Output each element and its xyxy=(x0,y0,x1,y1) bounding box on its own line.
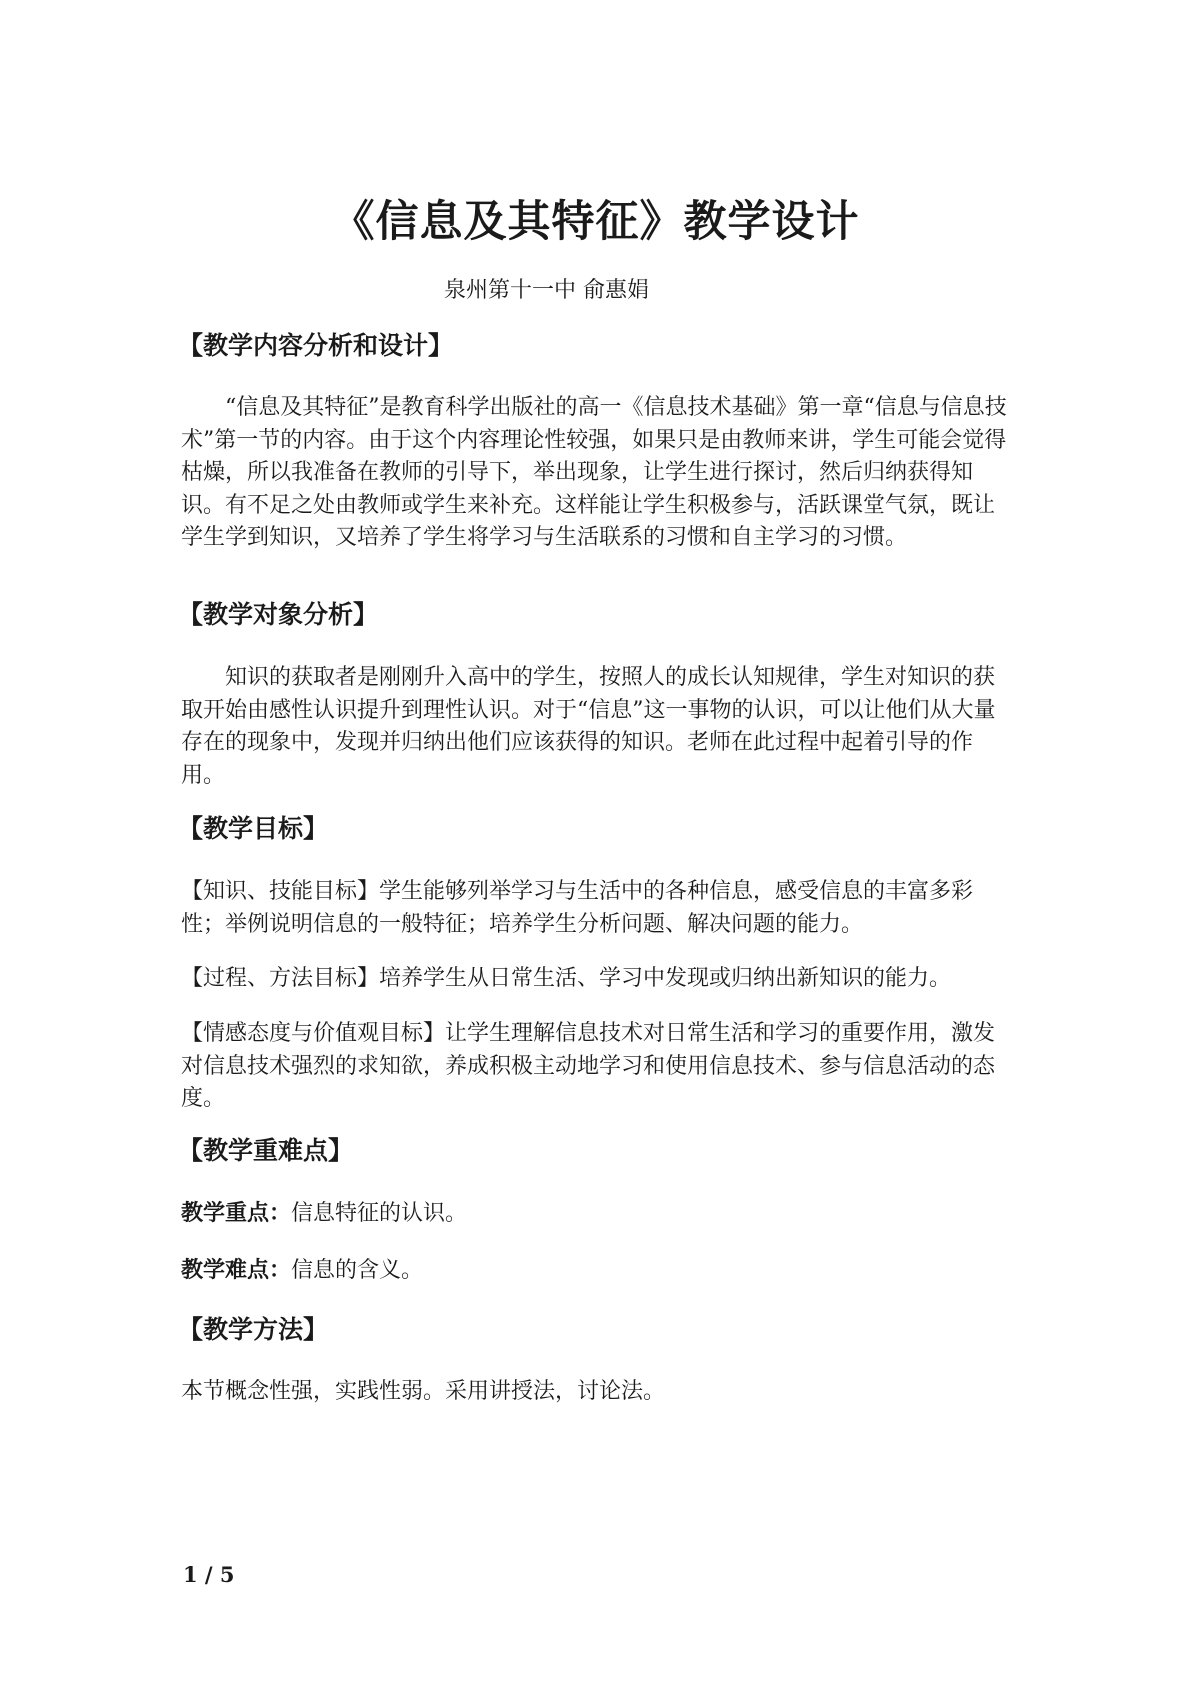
heading-key-points: 【教学重难点】 xyxy=(178,1136,354,1165)
page-number: 1 / 5 xyxy=(183,1562,235,1587)
focus-label: 教学重点： xyxy=(181,1200,292,1226)
heading-audience-analysis: 【教学对象分析】 xyxy=(178,600,379,629)
heading-objectives: 【教学目标】 xyxy=(178,814,329,843)
key-point-difficulty xyxy=(181,1254,1016,1288)
document-author: 泉州第十一中 俞惠娟 xyxy=(444,278,649,303)
difficulty-text: 信息的含义。 xyxy=(291,1258,424,1283)
paragraph-methods: 本节概念性强，实践性弱。采用讲授法，讨论法。 xyxy=(181,1379,666,1404)
heading-methods: 【教学方法】 xyxy=(178,1315,329,1344)
objective-process: 【过程、方法目标】培养学生从日常生活、学习中发现或归纳出新知识的能力。 xyxy=(181,966,952,991)
focus-text: 信息特征的认识。 xyxy=(291,1201,468,1226)
objective-emotion: 【情感态度与价值观目标】让学生理解信息技术对日常生活和学习的重要作用，激发对信息技术强烈的求知欲，养成积极主动地学习和使用信息技术、参与信息活动的态度。 xyxy=(181,1021,996,1111)
paragraph-audience-analysis: 知识的获取者是刚刚升入高中的学生，按照人的成长认知规律，学生对知识的获取开始由感性认识提升到理性认识。对于“信息”这一事物的认识，可以让他们从大量存在的现象中，发现并归纳出他们应该获得的知识。老师在此过程中起着引导的作用。 xyxy=(181,665,996,788)
paragraph-content-analysis: “信息及其特征”是教育科学出版社的高一《信息技术基础》第一章“信息与信息技术”第一节的内容。由于这个内容理论性较强，如果只是由教师来讲，学生可能会觉得枯燥，所以我准备在教师的引导下，举出现象，让学生进行探讨，然后归纳获得知识。有不足之处由教师或学生来补充。这样能让学生积极参与，活跃课堂气氛，既让学生学到知识，又培养了学生将学习与生活联系的习惯和自主学习的习惯。 xyxy=(181,395,1007,550)
heading-content-analysis: 【教学内容分析和设计】 xyxy=(178,331,454,360)
key-point-focus xyxy=(181,1197,1016,1231)
document-title: 《信息及其特征》教学设计 xyxy=(331,197,860,247)
difficulty-label: 教学难点： xyxy=(181,1257,292,1283)
objective-knowledge: 【知识、技能目标】学生能够列举学习与生活中的各种信息，感受信息的丰富多彩性；举例说明信息的一般特征；培养学生分析问题、解决问题的能力。 xyxy=(181,879,974,937)
